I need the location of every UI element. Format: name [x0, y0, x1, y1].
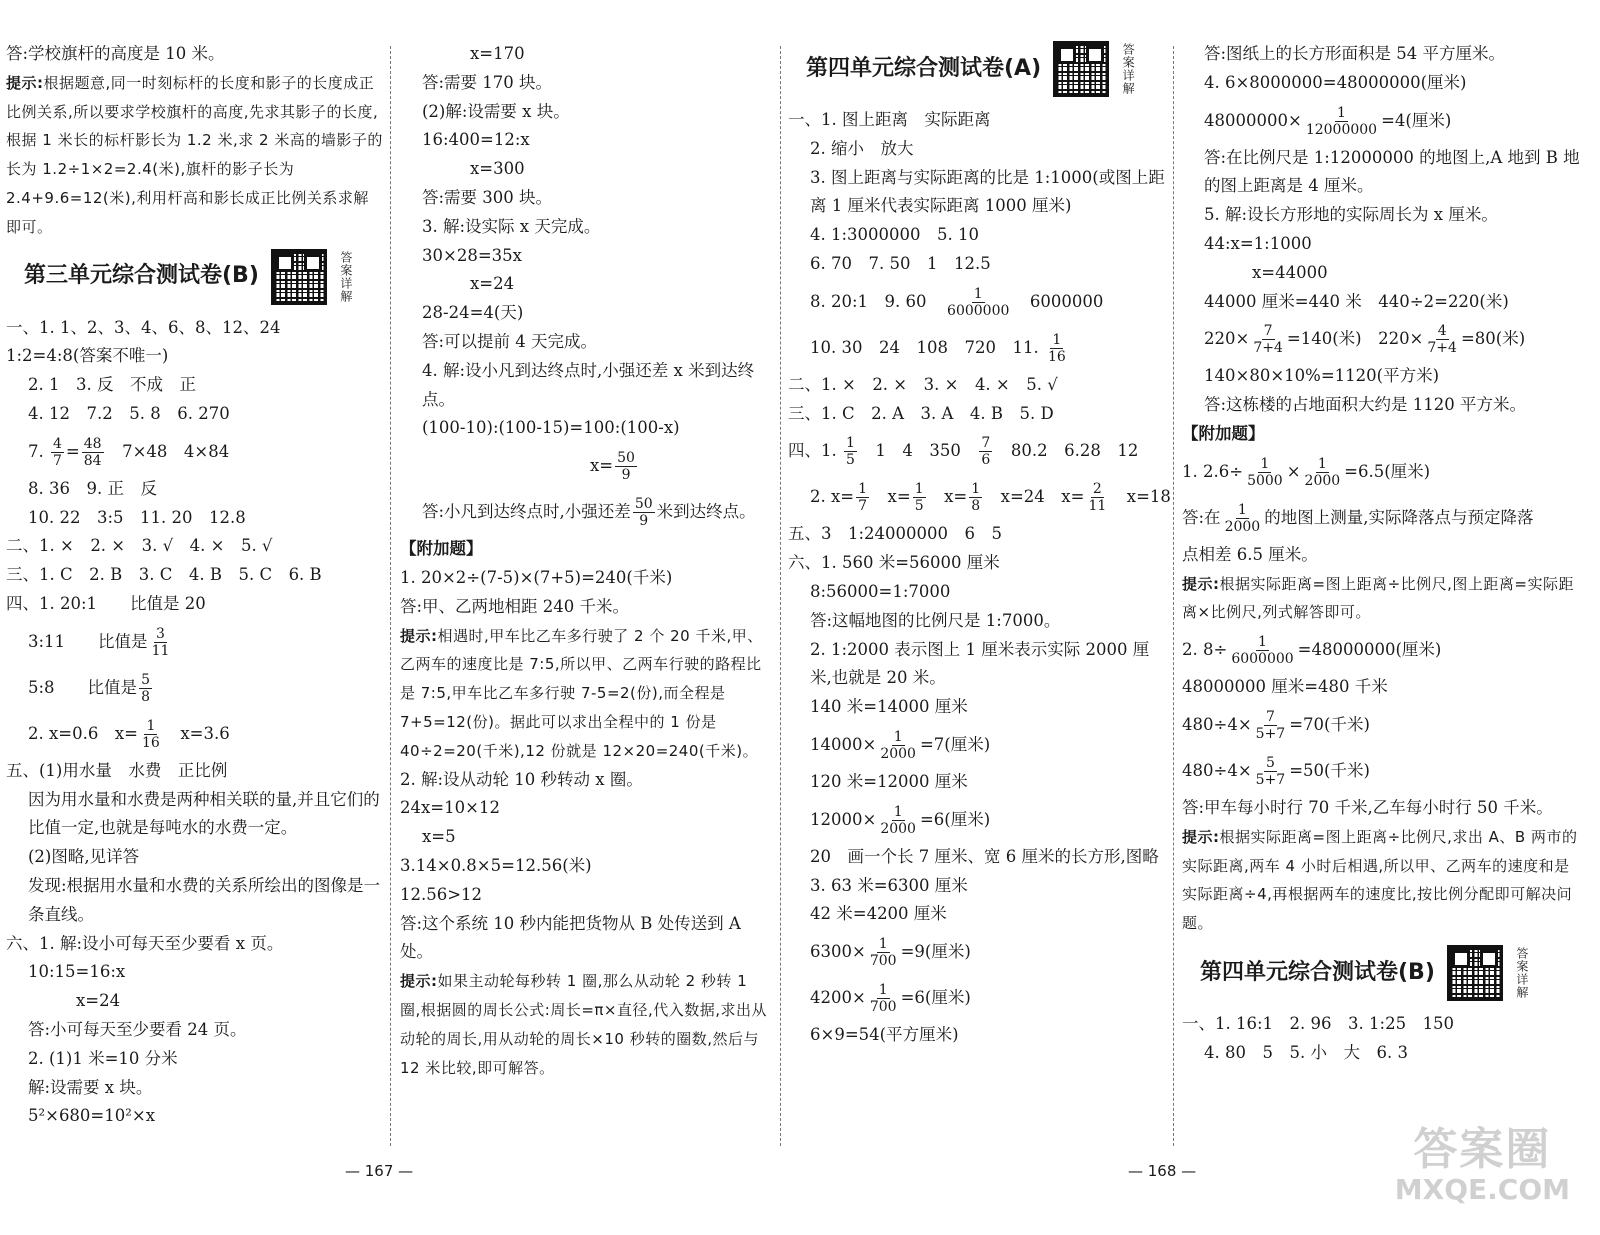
answer-line: 10:15=16:x	[28, 962, 126, 982]
fraction	[1303, 456, 1343, 489]
hint-label: 提示:	[400, 626, 438, 645]
numerator: 1	[893, 728, 903, 745]
fraction	[140, 718, 162, 751]
numerator: 1	[846, 435, 855, 452]
numerator: 50	[617, 450, 635, 467]
denominator: 2000	[1224, 518, 1261, 535]
numerator: 7	[1263, 323, 1273, 340]
numerator: 5	[1265, 754, 1275, 771]
text-span: 14000×	[810, 734, 877, 754]
fraction	[979, 435, 992, 468]
answer-line	[788, 474, 1171, 520]
answer-line: 答:这个系统 10 秒内能把货物从 B 处传送到 A 处。	[400, 913, 741, 962]
text-span: =	[65, 441, 80, 461]
answer-line: 140×80×10%=1120(平方米)	[1204, 366, 1440, 386]
answer-line: 6×9=54(平方厘米)	[810, 1025, 959, 1045]
text-span: x=18	[1110, 487, 1171, 507]
answer-line	[1182, 98, 1582, 144]
text-span: 四、1.	[788, 441, 842, 461]
text-span: =140(米) 220×	[1286, 329, 1424, 349]
answer-line	[6, 665, 384, 711]
hint-block	[400, 967, 772, 1082]
text-span: 12000×	[810, 809, 877, 829]
answer-line	[788, 722, 1166, 768]
answer-line: 答:需要 300 块。	[422, 187, 553, 207]
text-span: ×	[1286, 461, 1301, 481]
answer-line: 28-24=4(天)	[422, 303, 524, 323]
numerator: 1	[146, 717, 156, 734]
column-4	[1182, 40, 1582, 1068]
denominator: 2000	[880, 820, 916, 837]
answer-line: 2. 解:设从动轮 10 秒转动 x 圈。	[400, 769, 643, 789]
denominator: 84	[83, 452, 102, 469]
text-span: 的地图上测量,实际降落点与预定降落	[1264, 507, 1534, 527]
fraction	[878, 804, 918, 837]
denominator: 11	[151, 642, 170, 659]
column-divider	[1173, 46, 1174, 1146]
answer-line: 六、1. 解:设小可每天至少要看 x 页。	[6, 933, 284, 953]
text-span: =4(厘米)	[1381, 110, 1452, 130]
denominator: 8	[141, 688, 150, 705]
fraction	[1229, 634, 1295, 667]
answer-line: 8. 36 9. 正 反	[28, 478, 157, 498]
numerator: 1	[1336, 104, 1346, 121]
qr-label: 答案详解	[1514, 946, 1529, 999]
fraction	[868, 936, 899, 969]
hint-block	[1182, 823, 1582, 938]
text-span: 2. x=	[810, 487, 855, 507]
numerator: 1	[971, 481, 981, 498]
hint-label: 提示:	[1182, 827, 1220, 846]
extra-heading: 【附加题】	[400, 539, 483, 559]
fraction	[633, 496, 655, 529]
text-span: 10. 30 24 108 720 11.	[810, 337, 1044, 357]
answer-line: 答:这幅地图的比例尺是 1:7000。	[810, 610, 1061, 630]
hint-block	[400, 622, 772, 766]
column-divider	[390, 46, 391, 1146]
text-span: =7(厘米)	[919, 734, 991, 754]
column-1	[6, 40, 384, 1131]
answer-line: 答:小可每天至少要看 24 页。	[28, 1019, 247, 1039]
fraction	[913, 481, 926, 514]
text-span: =48000000(厘米)	[1297, 640, 1442, 660]
answer-line: 二、1. × 2. × 3. √ 4. × 5. √	[6, 536, 273, 556]
numerator: 7	[1265, 708, 1275, 725]
section-title: 第四单元综合测试卷(A)	[806, 55, 1042, 81]
text-span: =6.5(厘米)	[1344, 461, 1431, 481]
fraction	[82, 436, 104, 469]
fraction	[1245, 456, 1285, 489]
denominator: 16	[142, 734, 160, 751]
numerator: 1	[878, 936, 888, 953]
numerator: 1	[878, 982, 888, 999]
fraction	[945, 286, 1011, 319]
answer-line: 五、3 1:24000000 6 5	[788, 524, 1003, 544]
numerator: 1	[914, 481, 924, 498]
text-span: 48000000×	[1204, 110, 1302, 130]
answer-line: 42 米=4200 厘米	[810, 904, 947, 924]
qr-code-icon	[1447, 945, 1503, 1001]
fraction	[1086, 481, 1108, 514]
qr-code-icon	[1053, 41, 1109, 97]
denominator: 6000000	[1231, 651, 1294, 668]
fraction	[1254, 709, 1288, 742]
numerator: 1	[1237, 501, 1247, 518]
numerator: 1	[1258, 634, 1267, 651]
answer-line: 120 米=12000 厘米	[810, 771, 968, 791]
answer-line: 答:可以提前 4 天完成。	[422, 331, 598, 351]
section-header	[1182, 942, 1582, 1004]
numerator: 1	[1260, 455, 1270, 472]
answer-line: 12.56>12	[400, 884, 483, 904]
hint-block	[6, 69, 384, 242]
answer-line: 答:需要 170 块。	[422, 72, 553, 92]
text-span: 480÷4×	[1182, 714, 1252, 734]
fraction	[1254, 755, 1288, 788]
text-span: 4200×	[810, 988, 866, 1008]
answer-line	[788, 279, 1166, 325]
section-header	[788, 38, 1166, 100]
watermark-text: 答案圈	[1413, 1124, 1552, 1175]
answer-line	[788, 975, 1166, 1021]
denominator: 7+4	[1427, 340, 1457, 357]
answer-line: 一、1. 图上距离 实际距离	[788, 110, 991, 129]
answer-line: 答:这栋楼的占地面积大约是 1120 平方米。	[1204, 395, 1527, 415]
denominator: 16	[1047, 348, 1066, 365]
answer-line: 8:56000=1:7000	[810, 581, 951, 601]
answer-line: 一、1. 16:1 2. 96 3. 1:25 150	[1182, 1013, 1455, 1033]
answer-line	[1182, 702, 1582, 748]
denominator: 9	[639, 513, 649, 530]
denominator: 8	[971, 498, 981, 515]
section-title: 第三单元综合测试卷(B)	[24, 263, 259, 289]
answer-line: (100-10):(100-15)=100:(100-x)	[422, 418, 680, 438]
answer-line: 2. (1)1 米=10 分米	[28, 1048, 178, 1068]
answer-line: 答:图纸上的长方形面积是 54 平方厘米。	[1204, 44, 1506, 63]
answer-line: 44:x=1:1000	[1204, 233, 1312, 253]
text-span: 80.2 6.28 12	[994, 441, 1139, 461]
text-span: =80(米)	[1460, 329, 1526, 349]
text-span: x=	[927, 487, 968, 507]
answer-line	[1182, 748, 1582, 794]
text-span: =6(厘米)	[900, 988, 971, 1008]
page-number: — 168 —	[1128, 1162, 1197, 1180]
answer-line: 解:设需要 x 块。	[28, 1077, 153, 1097]
answer-line: (2)解:设需要 x 块。	[422, 101, 570, 121]
text-span: 220×	[1204, 329, 1250, 349]
answer-line	[788, 325, 1166, 371]
answer-line	[1182, 627, 1582, 673]
answer-line: 2. 1:2000 表示图上 1 厘米表示实际 2000 厘米,也就是 20 米。	[810, 639, 1150, 688]
numerator: 3	[156, 625, 165, 642]
answer-line: x=44000	[1252, 262, 1328, 282]
answer-line: 44000 厘米=440 米 440÷2=220(米)	[1204, 291, 1509, 311]
answer-line: 因为用水量和水费是两种相关联的量,并且它们的比值一定,也就是每吨水的水费一定。	[28, 789, 380, 838]
denominator: 5000	[1247, 472, 1283, 489]
text-span: x=	[590, 456, 614, 476]
text-span: x=	[871, 487, 911, 507]
denominator: 12000000	[1305, 121, 1378, 138]
page-number: — 167 —	[345, 1162, 414, 1180]
column-3	[788, 40, 1171, 1050]
text-span: 7.	[28, 441, 49, 461]
denominator: 5+7	[1255, 771, 1286, 788]
answer-line: 3.14×0.8×5=12.56(米)	[400, 855, 592, 875]
answer-line: 1. 20×2÷(7-5)×(7+5)=240(千米)	[400, 567, 673, 587]
answer-line: 140 米=14000 厘米	[810, 697, 968, 717]
qr-label: 答案详解	[338, 250, 353, 303]
answer-line: 48000000 厘米=480 千米	[1182, 677, 1388, 697]
qr-code-icon	[271, 249, 327, 305]
fraction	[868, 982, 899, 1015]
column-divider	[780, 46, 781, 1146]
answer-line	[1182, 449, 1582, 495]
answer-line: 三、1. C 2. B 3. C 4. B 5. C 6. B	[6, 565, 322, 585]
fraction	[844, 435, 857, 468]
answer-line	[1182, 495, 1582, 541]
denominator: 7	[858, 498, 868, 515]
text-line: 答:学校旗杆的高度是 10 米。	[6, 44, 225, 63]
answer-line: 3. 解:设实际 x 天完成。	[422, 216, 601, 236]
section-title: 第四单元综合测试卷(B)	[1200, 959, 1435, 985]
answer-line: 答:甲车每小时行 70 千米,乙车每小时行 50 千米。	[1182, 797, 1553, 817]
numerator: 50	[634, 496, 653, 513]
denominator: 700	[869, 999, 897, 1016]
answer-line: 6. 70 7. 50 1 12.5	[810, 253, 991, 273]
answer-line	[6, 711, 384, 757]
fraction	[1425, 323, 1459, 356]
answer-line: x=24	[76, 991, 121, 1011]
numerator: 48	[83, 435, 102, 452]
answer-line	[788, 797, 1166, 843]
answer-line	[1182, 316, 1582, 362]
hint-label: 提示:	[400, 972, 438, 991]
column-2	[400, 40, 772, 1082]
answer-line: 点相差 6.5 厘米。	[1182, 544, 1318, 564]
section-header	[6, 246, 384, 308]
text-span: 8. 20:1 9. 60	[810, 291, 944, 311]
watermark	[1394, 1124, 1570, 1210]
text-span: 2. 8÷	[1182, 640, 1228, 660]
extra-heading: 【附加题】	[1182, 423, 1265, 443]
fraction	[139, 672, 152, 705]
answer-line: 答:甲、乙两地相距 240 千米。	[400, 596, 630, 616]
answer-line: 发现:根据用水量和水费的关系所绘出的图像是一条直线。	[28, 875, 381, 924]
text-span: 1 4 350	[858, 441, 978, 461]
answer-line: 4. 80 5 5. 小 大 6. 3	[1204, 1042, 1408, 1062]
answer-line: 30×28=35x	[422, 245, 522, 265]
numerator: 7	[981, 435, 991, 452]
answer-line: 4. 解:设小凡到达终点时,小强还差 x 米到达终点。	[422, 360, 755, 409]
text-span: 5:8 比值是	[28, 677, 138, 697]
answer-line: 10. 22 3:5 11. 20 12.8	[28, 507, 246, 527]
hint-text: 如果主动轮每秒转 1 圈,那么从动轮 2 秒转 1 圈,根据圆的周长公式:周长=π×直径,代入数据,求出从动轮的周长,用从动轮的周长×10 秒转的圈数,然后与 12 米比较,即可解答。	[400, 972, 768, 1077]
numerator: 1	[893, 803, 903, 820]
answer-line: 4. 1:3000000 5. 10	[810, 225, 980, 245]
numerator: 1	[1317, 455, 1327, 472]
text-span: =6(厘米)	[919, 809, 991, 829]
denominator: 6000000	[947, 302, 1010, 319]
answer-line: (2)图略,见详答	[28, 847, 140, 867]
hint-text: 根据实际距离=图上距离÷比例尺,图上距离=实际距离×比例尺,列式解答即可。	[1182, 574, 1574, 622]
answer-line: 答:在比例尺是 1:12000000 的地图上,A 地到 B 地的图上距离是 4 厘米。	[1204, 147, 1580, 196]
denominator: 2000	[880, 745, 916, 762]
text-span: 答:在	[1182, 507, 1221, 527]
answer-line: 4. 6×8000000=48000000(厘米)	[1204, 72, 1467, 92]
text-span: 480÷4×	[1182, 760, 1252, 780]
denominator: 5+7	[1255, 725, 1286, 742]
numerator: 1	[858, 481, 868, 498]
answer-line: 3. 图上距离与实际距离的比是 1:1000(或图上距离 1 厘米代表实际距离 1000 厘米)	[810, 167, 1165, 216]
answer-line: x=5	[422, 827, 456, 847]
hint-label: 提示:	[1182, 574, 1220, 593]
answer-line: 16:400=12:x	[422, 130, 530, 150]
fraction	[51, 436, 64, 469]
answer-line: 24x=10×12	[400, 798, 500, 818]
answer-line: 2. 缩小 放大	[810, 138, 914, 158]
answer-line: x=300	[470, 159, 525, 179]
fraction	[1046, 332, 1068, 365]
denominator: 5	[846, 452, 855, 469]
text-span: =70(千米)	[1289, 714, 1370, 734]
denominator: 2000	[1304, 472, 1341, 489]
answer-line: x=170	[470, 44, 525, 63]
watermark-url: MXQE.COM	[1394, 1173, 1570, 1206]
fraction	[969, 481, 982, 514]
answer-line: 三、1. C 2. A 3. A 4. B 5. D	[788, 403, 1054, 423]
denominator: 700	[869, 953, 897, 970]
answer-line: 2. 1 3. 反 不成 正	[28, 375, 196, 395]
fraction	[856, 481, 869, 514]
denominator: 7	[53, 452, 62, 469]
text-span: x=3.6	[163, 723, 230, 743]
text-span: =9(厘米)	[900, 942, 971, 962]
answer-line: 五、(1)用水量 水费 正比例	[6, 760, 228, 780]
text-span: 6300×	[810, 942, 866, 962]
text-span: x=24 x=	[984, 487, 1085, 507]
fraction	[1223, 502, 1263, 535]
answer-line: 20 画一个长 7 厘米、宽 6 厘米的长方形,图略	[810, 846, 1159, 866]
text-span: 3:11 比值是	[28, 631, 148, 651]
text-span: 2. x=0.6 x=	[28, 723, 138, 743]
answer-line: 5²×680=10²×x	[28, 1106, 155, 1126]
answer-line	[400, 489, 772, 535]
answer-line	[400, 443, 772, 489]
answer-line: 5. 解:设长方形地的实际周长为 x 厘米。	[1204, 205, 1498, 225]
answer-line: x=24	[470, 274, 515, 294]
text-span: 1. 2.6÷	[1182, 461, 1244, 481]
fraction	[150, 626, 172, 659]
answer-line	[788, 428, 1166, 474]
qr-label: 答案详解	[1121, 43, 1136, 95]
hint-text: 根据实际距离=图上距离÷比例尺,求出 A、B 两市的实际距离,两车 4 小时后相遇,所以甲、乙两车的速度和是实际距离÷4,再根据两车的速度比,按比例分配即可解决问题。	[1182, 827, 1578, 933]
numerator: 2	[1092, 481, 1102, 498]
numerator: 1	[973, 285, 983, 302]
hint-text: 根据题意,同一时刻标杆的长度和影子的长度成正比例关系,所以要求学校旗杆的高度,先求其影子的长度,根据 1 米长的标杆影长为 1.2 米,求 2 米高的墙影子的长为 1.2÷1×2=2.4(米),旗杆的影子长为 2.4+9.6=12(米),利用杆高和影长成正比例关系求解即可。	[6, 73, 383, 236]
answer-line	[6, 429, 384, 475]
fraction	[615, 450, 637, 483]
denominator: 5	[914, 498, 924, 515]
answer-line	[788, 929, 1166, 975]
answer-line: 一、1. 1、2、3、4、6、8、12、24 1:2=4:8(答案不唯一)	[6, 317, 297, 366]
denominator: 7+4	[1253, 340, 1283, 357]
answer-line	[6, 619, 384, 665]
hint-label: 提示:	[6, 73, 44, 92]
fraction	[1304, 105, 1379, 138]
text-span: 7×48 4×84	[105, 441, 230, 461]
numerator: 4	[1437, 323, 1447, 340]
numerator: 4	[53, 435, 62, 452]
text-span: 6000000	[1013, 291, 1104, 311]
numerator: 1	[1052, 331, 1062, 348]
answer-line: 四、1. 20:1 比值是 20	[6, 593, 206, 613]
answer-line: 二、1. × 2. × 3. × 4. × 5. √	[788, 374, 1058, 394]
denominator: 11	[1088, 498, 1107, 515]
denominator: 9	[621, 467, 631, 484]
hint-block	[1182, 570, 1582, 628]
text-span: =50(千米)	[1289, 760, 1370, 780]
answer-line: 3. 63 米=6300 厘米	[810, 875, 968, 895]
hint-text: 相遇时,甲车比乙车多行驶了 2 个 20 千米,甲、乙两车的速度比是 7:5,所以甲、乙两车行驶的路程比是 7:5,甲车比乙车多行驶 7-5=2(份),而全程是 7+5=12(份)。据此可以求出全程中的 1 份是 40÷2=20(千米),12 份就是 12×20=240(千米)。	[400, 626, 763, 760]
denominator: 6	[981, 452, 991, 469]
fraction	[1251, 323, 1285, 356]
answer-line: 六、1. 560 米=56000 厘米	[788, 553, 1000, 573]
text-span: 米到达终点。	[656, 502, 756, 522]
numerator: 5	[141, 671, 150, 688]
fraction	[878, 729, 918, 762]
answer-line: 4. 12 7.2 5. 8 6. 270	[28, 403, 230, 423]
text-span: 答:小凡到达终点时,小强还差	[422, 502, 631, 522]
